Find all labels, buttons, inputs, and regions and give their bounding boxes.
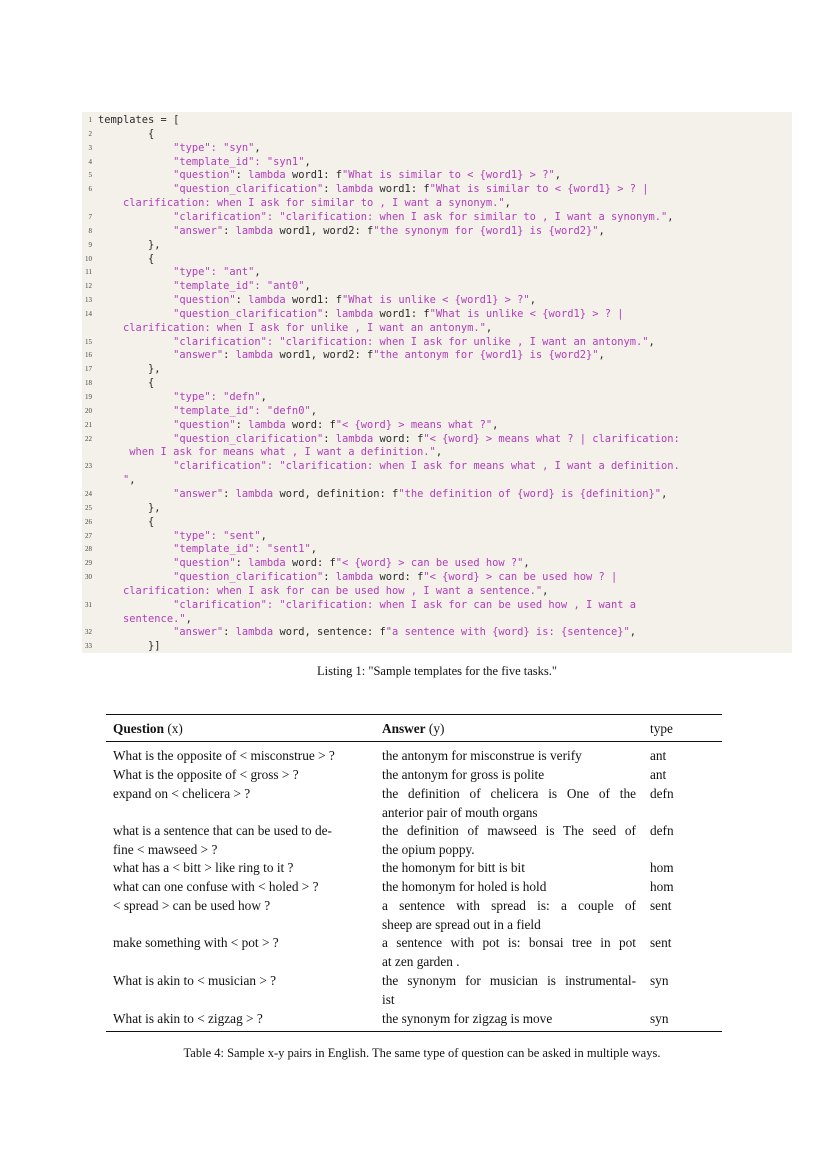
line-number: 15 [85,337,92,346]
code-text [98,322,492,335]
code-token [98,280,173,292]
code-string: "What is similar to < {word1} > ?" [342,169,555,182]
line-number: 14 [85,309,92,318]
code-token: { [98,252,155,265]
code-line [82,128,792,141]
type-cell: syn [650,1011,669,1026]
type-cell: sent [650,935,672,950]
code-token: , [598,349,605,362]
question-cell: what has a < bitt > like ring to it ? [113,860,294,875]
code-keyword: lambda [335,571,374,584]
line-number: 19 [85,393,92,401]
table-caption: Table 4: Sample x-y pairs in English. The same type of question can be asked in multiple ways. [183,1046,661,1060]
code-string: "type": "syn" [173,141,255,154]
code-keyword: lambda [235,626,274,639]
code-token: : [235,294,249,307]
code-token [98,211,173,223]
code-string: "template_id": "ant0" [173,280,305,293]
line-number: 9 [88,240,92,249]
type-cell: hom [650,879,674,894]
code-line [82,253,792,266]
question-cell: make something with < pot > ? [113,935,279,950]
code-token: }, [98,238,161,251]
code-token: , [542,584,549,597]
code-line [82,114,792,127]
code-line [82,322,792,335]
header-answer-var: (y) [428,721,445,736]
code-string: "clarification": "clarification: when I ask for means what , I want a definition. [173,460,680,473]
header-question-var: (x) [167,721,183,736]
code-token: , [523,557,530,570]
line-number: 30 [85,573,92,582]
code-token [98,460,173,472]
code-token: word1: f [373,307,430,320]
code-token [98,530,173,542]
code-token: word: f [285,557,336,570]
line-number: 32 [85,628,92,637]
code-string: "the synonym for {word1} is {word2}" [373,224,599,237]
code-text [98,225,605,238]
header-type: type [650,721,673,736]
code-string: clarification: when I ask for can be used how , I want a sentence." [98,584,543,597]
code-line [82,169,792,182]
code-string: "a sentence with {word} is: {sentence}" [385,626,630,639]
line-number: 4 [88,157,92,166]
code-text [98,114,179,127]
answer-cell: a sentence with spread is: a couple of [382,898,636,913]
code-token: word: f [285,418,336,431]
line-number: 6 [88,185,92,194]
code-token: : [323,307,336,320]
code-text [98,433,680,446]
code-text [98,363,161,376]
code-token [98,294,173,306]
code-string: "< {word} > means what ? | clarification: [423,432,680,445]
code-token: word1, word2: f [273,349,374,362]
header-answer [382,721,636,737]
table-bottom-rule [106,1031,722,1032]
code-line [82,516,792,529]
line-number: 31 [85,600,92,609]
code-string: "What is unlike < {word1} > ?" [342,294,530,307]
code-keyword: lambda [235,487,274,500]
code-token: : [235,557,249,570]
code-token: : [223,224,236,237]
code-line [82,626,792,639]
type-cell: defn [650,786,674,801]
code-line [82,197,792,210]
code-token [98,308,173,320]
answer-cell: the opium poppy. [382,841,475,857]
code-string: "type": "sent" [173,529,261,542]
code-string: "type": "ant" [173,266,255,279]
code-line [82,571,792,584]
code-string: sentence." [98,612,186,625]
code-text [98,502,161,515]
code-line [82,488,792,501]
code-string: "question_clarification" [173,307,324,320]
code-token: word1: f [373,183,430,196]
code-line [82,543,792,556]
code-token: , [304,155,311,168]
code-text [98,211,674,224]
code-token [98,336,173,348]
code-string: "question" [173,294,236,307]
code-string: " [98,474,130,487]
code-token: , [254,266,261,279]
type-cell: hom [650,860,674,875]
code-keyword: lambda [335,307,374,320]
code-line [82,280,792,293]
code-token [98,571,173,583]
code-token: : [235,418,249,431]
code-token: { [98,377,155,390]
code-token: : [323,432,336,445]
code-text [98,460,680,473]
code-string: "question" [173,418,236,431]
code-string: "question" [173,557,236,570]
code-token: , [435,446,443,459]
code-line [82,640,792,653]
code-token: , [129,474,136,487]
code-line [82,211,792,224]
code-text [98,308,624,321]
type-cell: syn [650,973,669,988]
code-string: "template_id": "sent1" [173,543,311,556]
code-string: when I ask for means what , I want a definition." [98,446,436,459]
answer-cell: at zen garden . [382,953,460,969]
code-token: : [223,487,236,500]
question-cell: fine < mawseed > ? [113,841,218,857]
listing-caption: Listing 1: "Sample templates for the five tasks." [316,664,558,678]
code-token: { [98,127,155,140]
code-line [82,266,792,279]
code-token [98,488,173,500]
line-number: 17 [85,365,92,374]
question-cell: What is the opposite of < misconstrue > ? [113,748,335,763]
code-token [98,169,173,181]
line-number: 27 [85,531,92,540]
code-token [98,349,173,361]
code-token [98,543,173,555]
code-token: , [492,418,499,431]
code-line [82,391,792,404]
code-token [98,266,173,278]
answer-cell: sheep are spread out in a field [382,916,541,932]
code-text [98,156,311,169]
code-line [82,363,792,376]
question-cell: What is akin to < zigzag > ? [113,1011,263,1026]
code-line [82,183,792,196]
code-text [98,169,561,182]
code-token: : [223,626,236,639]
answer-cell: the synonym for zigzag is move [382,1011,553,1026]
line-number: 22 [85,434,92,443]
question-cell: What is the opposite of < gross > ? [113,767,299,782]
code-token: : [323,571,336,584]
code-text [98,377,154,390]
code-text [98,626,636,639]
code-string: "template_id": "syn1" [173,155,305,168]
code-token: , [661,487,668,500]
code-string: "question_clarification" [173,183,324,196]
code-token: , [185,612,192,625]
code-text [98,488,667,501]
line-number: 1 [88,116,92,124]
code-text [98,474,136,487]
code-token: word: f [373,432,424,445]
code-text [98,253,154,266]
code-token: , [648,335,655,348]
code-token [98,599,173,611]
type-cell: defn [650,823,674,838]
answer-cell: a sentence with pot is: bonsai tree in pot [382,935,636,950]
code-string: "the definition of {word} is {definition}" [398,487,662,500]
line-number: 12 [85,282,92,291]
code-line [82,336,792,349]
code-text [98,128,154,141]
code-token: , [485,321,493,334]
code-string: "template_id": "defn0" [173,404,311,417]
code-keyword: lambda [248,294,286,307]
answer-cell: anterior pair of mouth organs [382,804,538,820]
code-token [98,391,173,403]
code-string: "answer" [173,349,224,362]
code-line [82,308,792,321]
line-number: 33 [85,642,92,651]
code-string: clarification: when I ask for similar to , I want a synonym." [98,197,505,210]
code-line [82,446,792,459]
code-string: "clarification": "clarification: when I ask for unlike , I want an antonym." [173,335,649,348]
code-token: templates = [ [98,114,180,126]
question-cell: < spread > can be used how ? [113,898,271,913]
code-line [82,349,792,362]
answer-cell: the definition of chelicera is One of the [382,786,636,801]
answer-cell: the homonym for holed is hold [382,879,547,894]
code-text [98,516,154,529]
code-line [82,474,792,487]
code-line [82,239,792,252]
code-token [98,183,173,195]
line-number: 2 [88,129,92,138]
code-line [82,377,792,390]
code-string: "question" [173,169,236,182]
code-string: "the antonym for {word1} is {word2}" [373,349,599,362]
code-text [98,446,442,459]
code-text [98,599,636,612]
code-text [98,557,530,570]
question-cell: what can one confuse with < holed > ? [113,879,319,894]
code-token: , [598,224,605,237]
code-text [98,266,261,279]
code-token [98,433,173,445]
code-string: clarification: when I ask for unlike , I want an antonym." [98,321,486,334]
code-text [98,405,317,418]
code-line [82,613,792,626]
code-token: word1: f [285,169,343,182]
code-token: word: f [373,571,424,584]
code-token [98,225,173,237]
code-text [98,571,617,584]
code-string: "question_clarification" [173,432,324,445]
code-token: , [310,404,317,417]
code-text [98,336,655,349]
code-text [98,613,192,626]
code-text [98,391,267,404]
code-token: , [260,529,267,542]
code-keyword: lambda [248,557,286,570]
code-token: word1, word2: f [273,224,374,237]
code-line [82,433,792,446]
line-number: 5 [88,171,92,180]
code-text [98,543,317,556]
code-line [82,502,792,515]
line-number: 26 [85,517,92,526]
code-line [82,294,792,307]
code-text [98,419,498,432]
line-number: 16 [85,351,92,360]
code-token: , [254,141,261,154]
line-number: 28 [85,545,92,554]
answer-cell: the definition of mawseed is The seed of [382,823,636,838]
code-token: , [260,391,267,403]
answer-cell: the synonym for musician is instrumental- [382,973,636,988]
code-keyword: lambda [235,349,274,362]
code-keyword: lambda [335,183,374,196]
code-string: "clarification": "clarification: when I ask for can be used how , I want a [173,598,636,611]
code-keyword: lambda [335,432,374,445]
code-token: }] [98,640,161,653]
code-token: , [310,543,317,556]
line-number: 20 [85,406,92,415]
code-line [82,156,792,169]
code-string: "type": "defn" [173,391,261,403]
code-text [98,530,267,543]
code-token: : [223,349,236,362]
code-line [82,585,792,598]
line-number: 25 [85,503,92,512]
code-text [98,294,536,307]
code-text [98,280,311,293]
line-number: 13 [85,296,92,305]
code-token: word, sentence: f [273,626,386,639]
code-string: "What is similar to < {word1} > ? | [429,183,649,196]
code-token [98,142,173,154]
code-token: }, [98,501,161,514]
code-token [98,557,173,569]
table-header-rule [106,741,722,742]
answer-cell: the antonym for gross is polite [382,767,545,782]
code-token: : [235,169,249,182]
answer-cell: ist [382,991,395,1007]
table-top-rule [106,714,722,715]
code-string: "< {word} > means what ?" [335,418,493,431]
code-line [82,599,792,612]
line-number: 10 [85,254,92,263]
code-line [82,405,792,418]
code-token: : [323,183,336,196]
code-line [82,142,792,155]
code-text [98,142,261,155]
code-string: "What is unlike < {word1} > ? | [429,307,624,320]
code-string: "< {word} > can be used how ?" [335,557,524,570]
question-cell: what is a sentence that can be used to de- [113,823,332,838]
code-text [98,197,511,210]
code-text [98,349,605,362]
code-keyword: lambda [248,418,286,431]
code-text [98,183,649,196]
line-number: 3 [88,143,92,152]
code-token: word1: f [285,294,343,307]
header-answer-label: Answer [382,721,426,736]
code-keyword: lambda [235,224,274,237]
line-number: 24 [85,489,92,498]
line-number: 23 [85,462,92,471]
type-cell: sent [650,898,672,913]
line-number: 21 [85,420,92,429]
code-string: "question_clarification" [173,571,324,584]
answer-cell: the antonym for misconstrue is verify [382,748,582,763]
code-token: word, definition: f [273,487,399,500]
question-cell: What is akin to < musician > ? [113,973,277,988]
code-token: { [98,515,155,528]
code-text [98,239,161,252]
code-listing [82,112,792,653]
header-question [113,721,373,737]
code-token: , [667,210,674,223]
line-number: 8 [88,226,92,235]
header-question-label: Question [113,721,164,736]
code-token [98,156,173,168]
code-token: , [529,294,536,307]
code-token: }, [98,363,161,376]
code-token [98,405,173,417]
code-token: , [504,197,511,210]
code-line [82,557,792,570]
line-number: 7 [88,212,92,221]
line-number: 29 [85,559,92,568]
code-token: , [629,626,637,639]
code-line [82,460,792,473]
code-text [98,585,548,598]
type-cell: ant [650,767,667,782]
code-line [82,419,792,432]
code-text [98,640,161,653]
code-line [82,530,792,543]
line-number: 18 [85,379,92,388]
code-token: , [304,280,311,293]
answer-cell: the homonym for bitt is bit [382,860,525,875]
type-cell: ant [650,748,667,763]
code-string: "clarification": "clarification: when I ask for similar to , I want a synonym." [173,210,668,223]
code-token: , [554,169,561,182]
question-cell: expand on < chelicera > ? [113,786,251,801]
code-token [98,626,173,638]
code-line [82,225,792,238]
line-number: 11 [85,268,92,277]
code-string: "< {word} > can be used how ? | [423,571,618,584]
code-token [98,419,173,431]
code-string: "answer" [173,626,224,639]
code-string: "answer" [173,487,224,500]
code-string: "answer" [173,224,224,237]
code-keyword: lambda [248,169,286,182]
